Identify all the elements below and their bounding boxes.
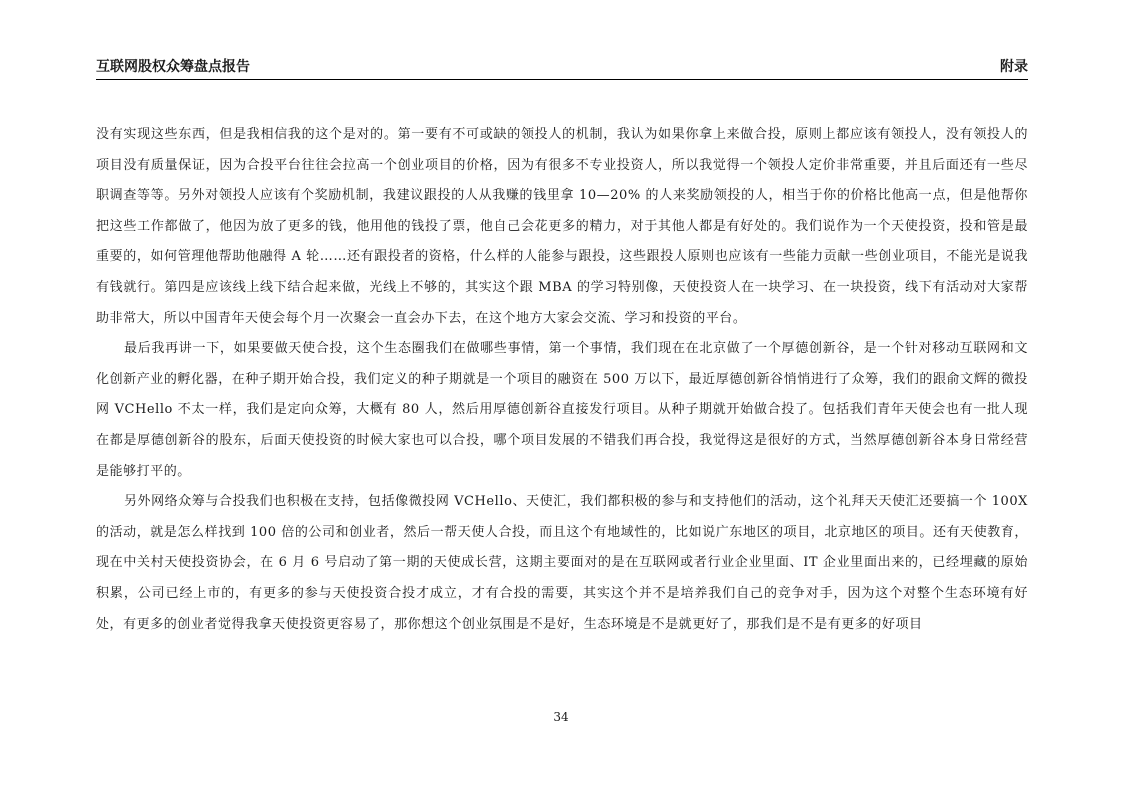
paragraph: 另外网络众筹与合投我们也积极在支持，包括像微投网 VCHello、天使汇，我们都积极的参与和支持他们的活动，这个礼拜天天使汇还要搞一个 100X 的活动，就是怎么样找到 100 倍的公司和创业者，然后一帮天使人合投，而且这个有地域性的，比如说广东地区的项目，北京地区的项目。还有天使教育，现在中关村天使投资协会，在 6 月 6 号启动了第一期的天使成长营，这期主要面对的是在互联网或者行业企业里面、IT 企业里面出来的，已经埋藏的原始积累，公司已经上市的，有更多的参与天使投资合投才成立，才有合投的需要，其实这个并不是培养我们自己的竞争对手，因为这个对整个生态环境有好处，有更多的创业者觉得我拿天使投资更容易了，那你想这个创业氛围是不是好，生态环境是不是就更好了，那我们是不是有更多的好项目	[96, 494, 1028, 632]
section-label: 附录	[1000, 59, 1028, 75]
paragraph: 最后我再讲一下，如果要做天使合投，这个生态圈我们在做哪些事情，第一个事情，我们现在在北京做了一个厚德创新谷，是一个针对移动互联网和文化创新产业的孵化器，在种子期开始合投，我们定义的种子期就是一个项目的融资在 500 万以下，最近厚德创新谷悄悄进行了众筹，我们的跟俞文辉的微投网 VCHello 不太一样，我们是定向众筹，大概有 80 人，然后用厚德创新谷直接发行项目。从种子期就开始做合投了。包括我们青年天使会也有一批人现在都是厚德创新谷的股东，后面天使投资的时候大家也可以合投，哪个项目发展的不错我们再合投，我觉得这是很好的方式，当然厚德创新谷本身日常经营是能够打平的。	[96, 341, 1028, 479]
body-text	[96, 120, 1028, 640]
report-title: 互联网股权众筹盘点报告	[96, 59, 250, 75]
page-header	[96, 57, 1028, 80]
paragraph: 没有实现这些东西，但是我相信我的这个是对的。第一要有不可或缺的领投人的机制，我认为如果你拿上来做合投，原则上都应该有领投人，没有领投人的项目没有质量保证，因为合投平台往往会拉高一个创业项目的价格，因为有很多不专业投资人，所以我觉得一个领投人定价非常重要，并且后面还有一些尽职调查等等。另外对领投人应该有个奖励机制，我建议跟投的人从我赚的钱里拿 10—20% 的人来奖励领投的人，相当于你的价格比他高一点，但是他帮你把这些工作都做了，他因为放了更多的钱，他用他的钱投了票，他自己会花更多的精力，对于其他人都是有好处的。我们说作为一个天使投资，投和管是最重要的，如何管理他帮助他融得 A 轮……还有跟投者的资格，什么样的人能参与跟投，这些跟投人原则也应该有一些能力贡献一些创业项目，不能光是说我有钱就行。第四是应该线上线下结合起来做，光线上不够的，其实这个跟 MBA 的学习特别像，天使投资人在一块学习、在一块投资，线下有活动对大家帮助非常大，所以中国青年天使会每个月一次聚会一直会办下去，在这个地方大家会交流、学习和投资的平台。	[96, 127, 1028, 326]
page-number: 34	[553, 710, 569, 724]
